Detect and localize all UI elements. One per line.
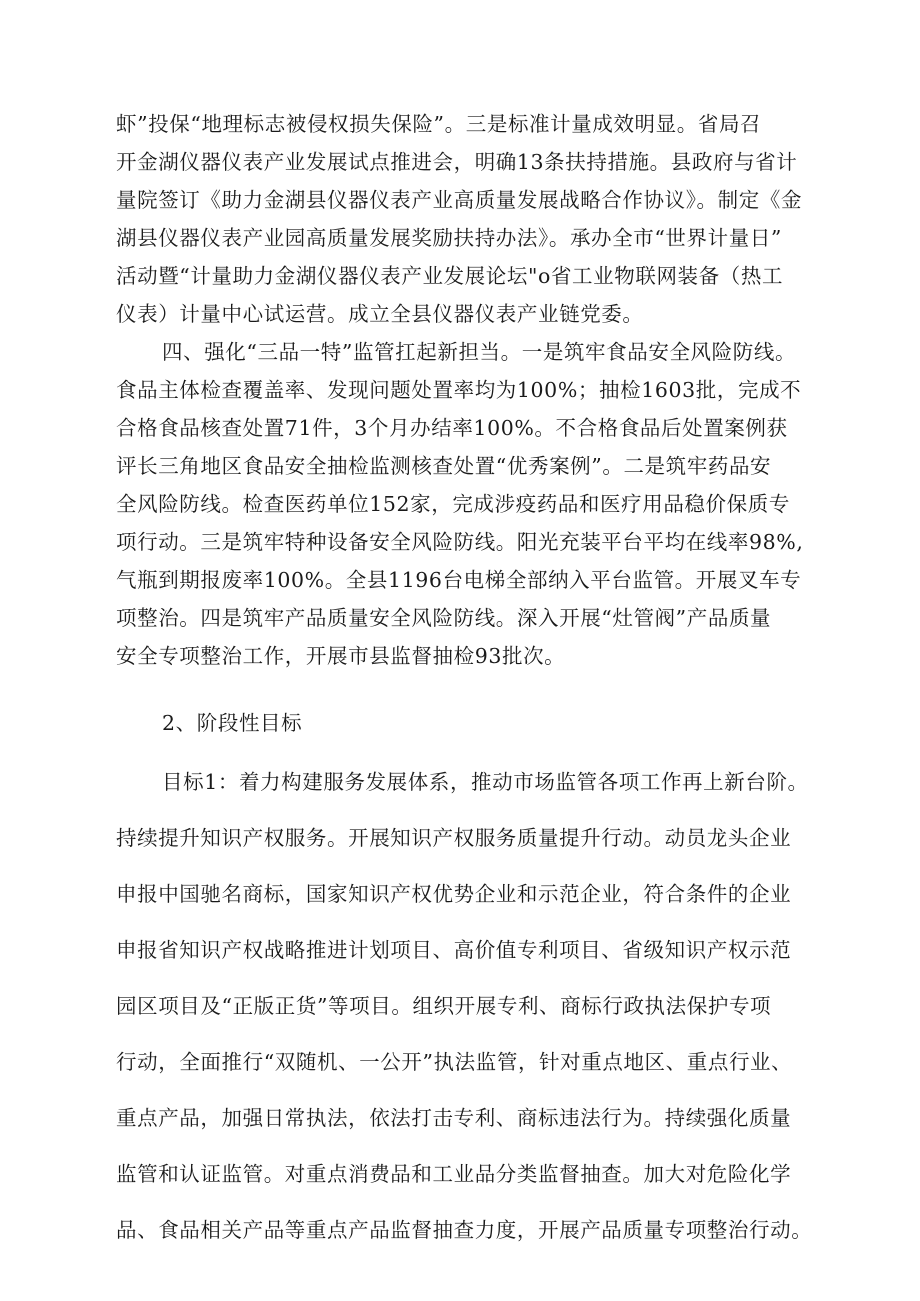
text-line: 湖县仪器仪表产业园高质量发展奖励扶持办法》。承办全市“世界计量日” xyxy=(116,226,783,250)
text-line: 持续提升知识产权服务。开展知识产权服务质量提升行动。动员龙头企业 xyxy=(116,826,792,850)
text-line: 重点产品，加强日常执法，依法打击专利、商标违法行为。持续强化质量 xyxy=(116,1106,792,1130)
text-line: 合格食品核查处置71件，3个月办结率100%。不合格食品后处置案例获 xyxy=(116,416,788,440)
text-line: 园区项目及“正版正货”等项目。组织开展专利、商标行政执法保护专项 xyxy=(116,994,772,1018)
text-line: 食品主体检查覆盖率、发现问题处置率均为100%；抽检1603批，完成不 xyxy=(116,378,802,402)
text-line: 申报省知识产权战略推进计划项目、高价值专利项目、省级知识产权示范 xyxy=(116,938,792,962)
text-line: 项行动。三是筑牢特种设备安全风险防线。阳光充装平台平均在线率98%, xyxy=(116,530,804,554)
paragraph-start-line: 四、强化“三品一特”监管扛起新担当。一是筑牢食品安全风险防线。 xyxy=(162,340,797,364)
text-line: 行动，全面推行“双随机、一公开”执法监管，针对重点地区、重点行业、 xyxy=(116,1050,793,1074)
text-line: 活动暨“计量助力金湖仪器仪表产业发展论坛"o省工业物联网装备（热工 xyxy=(116,264,784,288)
section-heading: 2、阶段性目标 xyxy=(162,711,303,735)
text-line: 量院签订《助力金湖县仪器仪表产业高质量发展战略合作协议》。制定《金 xyxy=(116,188,803,212)
paragraph-start-line: 目标1：着力构建服务发展体系，推动市场监管各项工作再上新台阶。 xyxy=(162,770,809,794)
text-line: 申报中国驰名商标，国家知识产权优势企业和示范企业，符合条件的企业 xyxy=(116,882,792,906)
text-line: 全风险防线。检查医药单位152家，完成涉疫药品和医疗用品稳价保质专 xyxy=(116,492,790,516)
text-line: 开金湖仪器仪表产业发展试点推进会，明确13条扶持措施。县政府与省计 xyxy=(116,150,798,174)
text-line: 品、食品相关产品等重点产品监督抽查力度，开展产品质量专项整治行动。 xyxy=(116,1218,813,1242)
text-line: 监管和认证监管。对重点消费品和工业品分类监督抽查。加大对危险化学 xyxy=(116,1162,792,1186)
text-line: 项整治。四是筑牢产品质量安全风险防线。深入开展“灶管阀”产品质量 xyxy=(116,606,772,630)
text-line: 虾”投保“地理标志被侵权损失保险”。三是标准计量成效明显。省局召 xyxy=(116,112,762,136)
text-line: 评长三角地区食品安全抽检监测核查处置“优秀案例”。二是筑牢药品安 xyxy=(116,454,772,478)
text-line: 气瓶到期报废率100%。全县1196台电梯全部纳入平台监管。开展叉车专 xyxy=(116,568,802,592)
text-line: 安全专项整治工作，开展市县监督抽检93批次。 xyxy=(116,644,566,668)
text-line: 仪表）计量中心试运营。成立全县仪器仪表产业链党委。 xyxy=(116,302,644,326)
